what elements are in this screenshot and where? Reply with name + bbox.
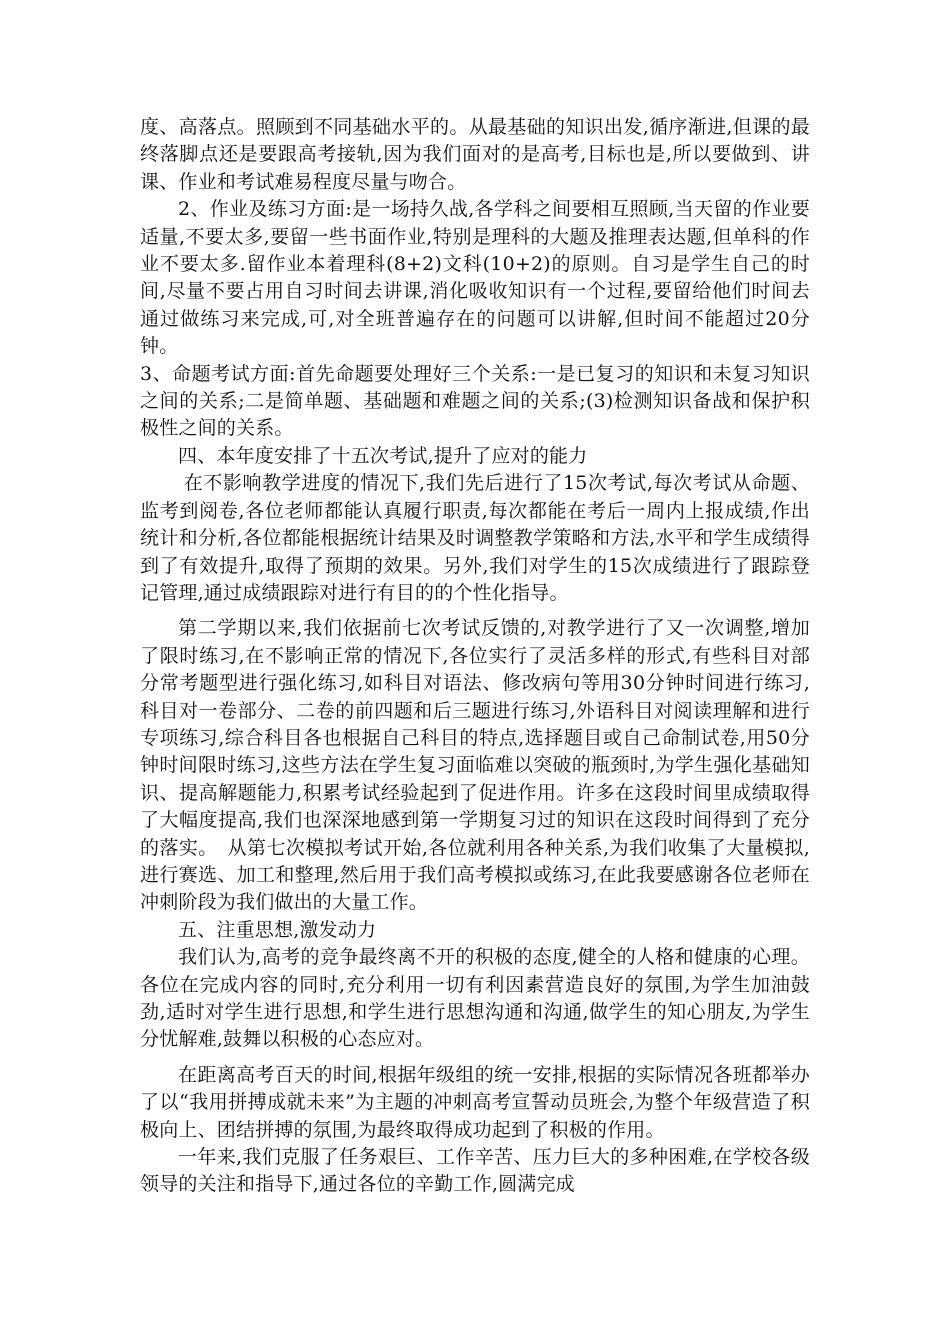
paragraph-mindset: 我们认为,高考的竞争最终离不开的积极的态度,健全的人格和健康的心理。各位在完成内容的同时,充分利用一切有利因素营造良好的氛围,为学生加油鼓劲,适时对学生进行思想,和学生进行思想沟通和沟通,做学生的知心朋友,为学生分忧解难,鼓舞以积极的心态应对。 [140, 946, 810, 1051]
paragraph-hundred-days: 在距离高考百天的时间,根据年级组的统一安排,根据的实际情况各班都举办了以“我用拼搏成就未来”为主题的冲刺高考宣誓动员班会,为整个年级营造了积极向上、团结拼搏的氛围,为最终取得成功起到了积极的作用。 [140, 1063, 810, 1141]
section-heading-four: 四、本年度安排了十五次考试,提升了应对的能力 [178, 444, 588, 467]
paragraph-exam-design: 3、命题考试方面:首先命题要处理好三个关系:一是已复习的知识和未复习知识之间的关系;二是简单题、基础题和难题之间的关系;(3)检测知识备战和保护积极性之间的关系。 [140, 362, 810, 440]
paragraph-continuation: 度、高落点。照顾到不同基础水平的。从最基础的知识出发,循序渐进,但课的最终落脚点还是要跟高考接轨,因为我们面对的是高考,目标也是,所以要做到、讲课、作业和考试难易程度尽量与吻合。 [140, 116, 810, 193]
paragraph-summary: 一年来,我们克服了任务艰巨、工作辛苦、压力巨大的多种困难,在学校各级领导的关注和指导下,通过各位的辛勤工作,圆满完成 [140, 1146, 810, 1196]
paragraph-homework: 2、作业及练习方面:是一场持久战,各学科之间要相互照顾,当天留的作业要适量,不要太多,要留一些书面作业,特别是理科的大题及推理表达题,但单科的作业不要太多.留作业本着理科(8+2)文科(10+2)的原则。自习是学生自己的时间,尽量不要占用自习时间去讲课,消化吸收知识有一个过程,要留给他们时间去通过做练习来完成,可,对全班普遍存在的问题可以讲解,但时间不能超过20分钟。 [140, 198, 810, 358]
document-body [140, 114, 810, 1199]
paragraph-second-semester: 第二学期以来,我们依据前七次考试反馈的,对教学进行了又一次调整,增加了限时练习,在不影响正常的情况下,各位实行了灵活多样的形式,有些科目对部分常考题型进行强化练习,如科目对语法、修改病句等用30分钟时间进行练习,科目对一卷部分、二卷的前四题和后三题进行练习,外语科目对阅读理解和进行专项练习,综合科目各也根据自己科目的特点,选择题目或自己命制试卷,用50分钟时间限时练习,这些方法在学生复习面临难以突破的瓶颈时,为学生强化基础知识、提高解题能力,积累考试经验起到了促进作用。许多在这段时间里成绩取得了大幅度提高,我们也深深地感到第一学期复习过的知识在这段时间得到了充分的落实。 从第七次模拟考试开始,各位就利用各种关系,为我们收集了大量模拟,进行赛选、加工和整理,然后用于我们高考模拟或练习,在此我要感谢各位老师在冲刺阶段为我们做出的大量工作。 [140, 617, 810, 914]
section-heading-five: 五、注重思想,激发动力 [178, 918, 377, 941]
paragraph-exams: 在不影响教学进度的情况下,我们先后进行了15次考试,每次考试从命题、监考到阅卷,各位老师都能认真履行职责,每次都能在考后一周内上报成绩,作出统计和分析,各位都能根据统计结果及时调整教学策略和方法,水平和学生成绩得到了有效提升,取得了预期的效果。另外,我们对学生的15次成绩进行了跟踪登记管理,通过成绩跟踪对进行有目的的个性化指导。 [140, 472, 810, 604]
